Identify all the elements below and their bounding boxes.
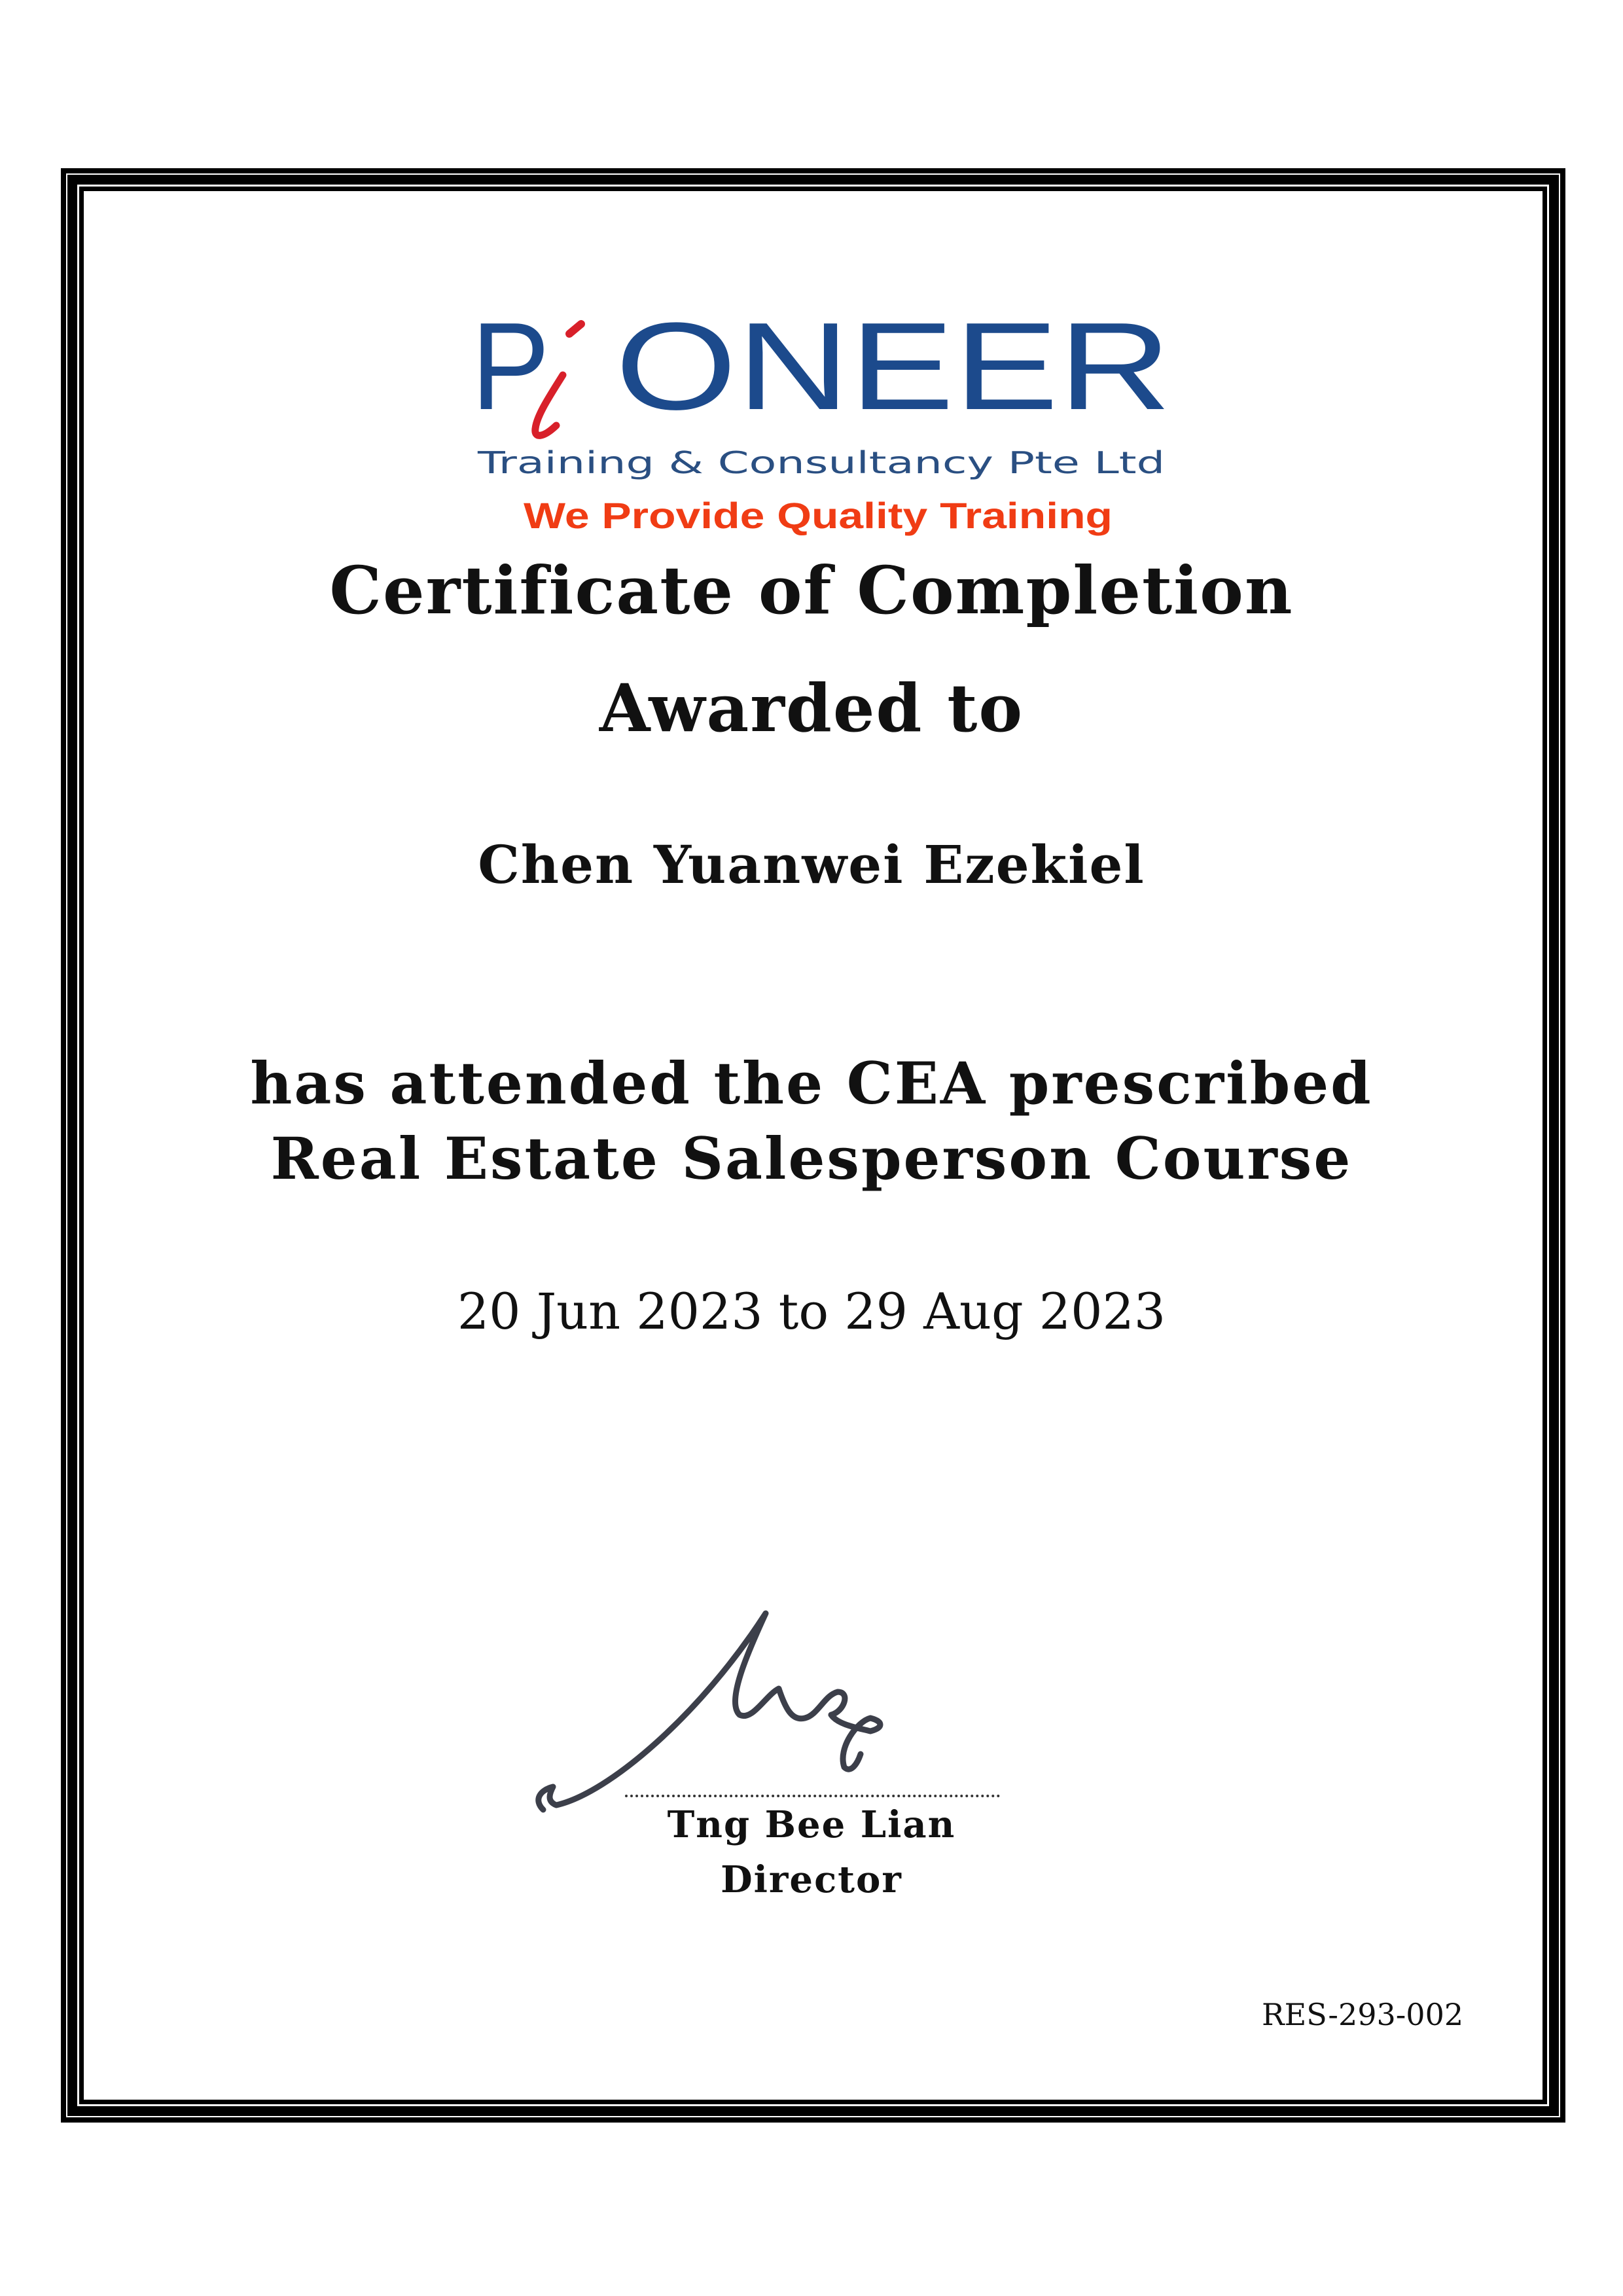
signatory-name: Tng Bee Lian <box>667 1803 956 1846</box>
company-name: Training & Consultancy Pte Ltd <box>476 445 1166 480</box>
awarded-to-label: Awarded to <box>599 670 1024 747</box>
recipient-name: Chen Yuanwei Ezekiel <box>478 834 1145 895</box>
pioneer-logo <box>471 298 1178 540</box>
certificate-reference: RES-293-002 <box>1262 1997 1464 2032</box>
svg-text:ONEER: ONEER <box>615 298 1171 436</box>
signature <box>530 1597 975 1833</box>
certificate-title: Certificate of Completion <box>329 552 1294 629</box>
tagline: We Provide Quality Training <box>524 495 1113 536</box>
course-dates: 20 Jun 2023 to 29 Aug 2023 <box>457 1282 1166 1340</box>
svg-text:P: P <box>471 298 550 436</box>
course-line-1: has attended the CEA prescribed <box>250 1049 1373 1117</box>
course-line-2: Real Estate Salesperson Course <box>270 1124 1353 1193</box>
signatory-role: Director <box>721 1858 902 1901</box>
signature-line <box>625 1795 1000 1797</box>
